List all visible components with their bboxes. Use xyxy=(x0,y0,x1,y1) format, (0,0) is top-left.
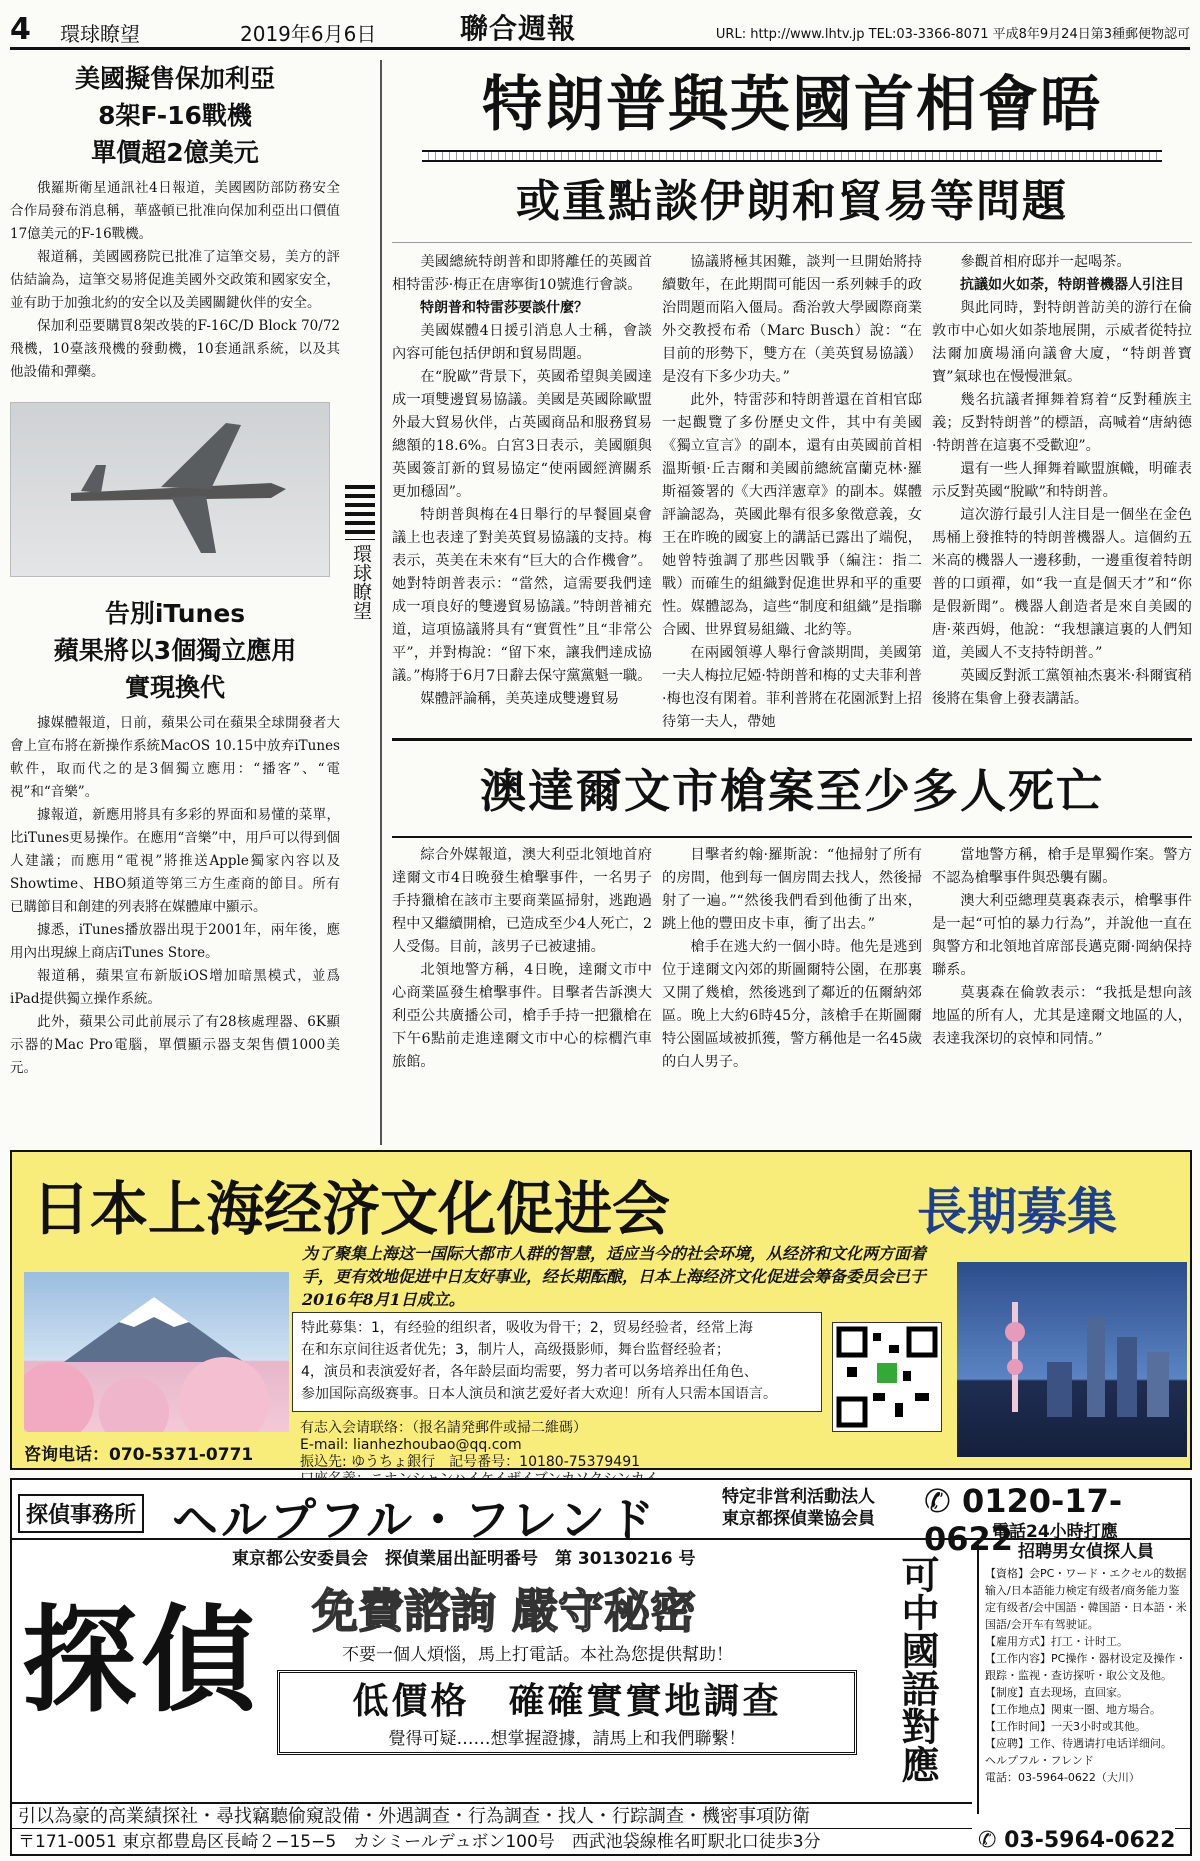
story-itunes xyxy=(10,595,340,1080)
headline-trump-may: 特朗普與英國首相會晤 xyxy=(482,70,1102,140)
section-vertical-label xyxy=(345,485,375,650)
page-number: 4 xyxy=(10,12,31,47)
recruit-box xyxy=(292,1312,822,1412)
subhead: 抗議如火如荼，特朗普機器人引注目 xyxy=(960,277,1184,293)
paragraph: 莫裏森在倫敦表示：“我抵是想向該地區的所有人，尤其是達爾文地區的人，表達我深切的哀悼和同情。” xyxy=(932,985,1192,1047)
headline-line: 告別iTunes xyxy=(104,599,246,628)
paragraph: 媒體評論稱，美英達成雙邊貿易 xyxy=(420,691,620,707)
paragraph: 據悉，iTunes播放器出現于2001年，兩年後，應用內出現線上商店iTunes Store。 xyxy=(10,922,340,961)
headline-line: 單價超2億美元 xyxy=(91,138,259,167)
job-line: 【雇用方式】打工・计时工。 xyxy=(985,1635,1128,1648)
job-listing xyxy=(977,1544,1187,1814)
paragraph: 當地警方稱，槍手是單獨作案。警方不認為槍擊事件與恐襲有關。 xyxy=(932,847,1192,886)
job-line: 【工作地点】関東一圏、地方場合。 xyxy=(985,1703,1161,1716)
paragraph: 還有一些人揮舞着歐盟旗幟，明確表示反對英國“脫歐”和特朗普。 xyxy=(932,461,1192,500)
text-column xyxy=(392,844,652,1093)
paragraph: 槍手在逃大約一個小時。他先是逃到位于達爾文內郊的斯圖爾特公園，在那裏又開了幾槍，然後逃到了鄰近的伍爾納郊區。晚上大約6時45分，該槍手在斯圖爾特公園區域被抓獲，警方稱他是一名45歲的白人男子。 xyxy=(662,939,922,1070)
headline-darwin-shooting: 澳達爾文市槍案至少多人死亡 xyxy=(392,738,1192,838)
section-name: 環球瞭望 xyxy=(60,22,140,46)
story-columns-darwin xyxy=(392,838,1192,1093)
job-line: ヘルプフル・フレンド xyxy=(985,1754,1094,1767)
story-f16 xyxy=(10,60,340,577)
paragraph: 報道稱，蘋果宣布新版iOS增加暗黑模式，並爲iPad提供獨立操作系統。 xyxy=(10,968,340,1007)
ad-tag: 長期募集 xyxy=(917,1183,1117,1241)
story-body-f16 xyxy=(10,177,340,384)
price-title: 低價格 確確實實地調查 xyxy=(352,1681,782,1722)
headline-f16 xyxy=(10,60,340,171)
paragraph: 美國總統特朗普和即將離任的英國首相特雷莎·梅正在唐寧街10號進行會談。 xyxy=(392,254,652,293)
job-line: 【工作时间】一天3小时或其他。 xyxy=(985,1720,1146,1733)
phone-hours: 電話24小時打應 xyxy=(992,1522,1118,1542)
agency-name: ヘルプフル・フレンド xyxy=(172,1493,658,1547)
contact-email[interactable]: E-mail: lianhezhoubao@qq.com xyxy=(300,1437,522,1453)
agency-tel[interactable] xyxy=(972,1828,1175,1854)
issue-date: 2019年6月6日 xyxy=(240,22,377,46)
paragraph: 參觀首相府邸并一起喝茶。 xyxy=(960,254,1131,270)
phone-icon: ✆ xyxy=(924,1482,962,1520)
price-box xyxy=(277,1670,857,1755)
recruit-line: 参加国际高级赛事。日本人演员和演艺爱好者大欢迎！所有人只需本国语言。 xyxy=(301,1386,777,1402)
paragraph: 協議將極其困難，談判一旦開始將持續數年，在此期間可能因一系列棘手的政治問題而陷入僵局。喬治敦大學國際商業外交教授布希（Marc Busch）說：“在目前的形勢下，雙方在（美英貿易協議）是沒有下多少功夫。” xyxy=(662,254,922,385)
paragraph: 美國媒體4日援引消息人士稱，會談內容可能包括伊朗和貿易問題。 xyxy=(392,323,652,362)
contact-line: 有志入会请联络：（报名請発郵件或掃二維碼） xyxy=(300,1420,587,1436)
license-line: 東京都公安委員会 探偵業届出証明番号 第 30130216 号 xyxy=(232,1549,696,1569)
paragraph: 此外，特雷莎和特朗普還在首相官邸一起觀覽了多份歷史文件，其中有美國《獨立宣言》的副本，還有由英國前首相溫斯頓·丘吉爾和美國前總統富蘭克林·羅斯福簽署的《大西洋憲章》的副本。媒體評論認為，英國此舉有很多象徵意義，女王在昨晚的國宴上的講話已露出了端倪，她曾特強調了那些因戰爭（編注：指二戰）而確生的組織對促進世界和平的重要性。媒體認為，這些“制度和組織”是指聯合國、世界貿易組織、北約等。 xyxy=(662,392,922,638)
big-title: 探偵 xyxy=(22,1594,261,1728)
job-line: 【制度】直去现场，直回家。 xyxy=(985,1686,1128,1699)
job-title: 招聘男女偵探人員 xyxy=(1018,1542,1154,1562)
agency-org xyxy=(722,1486,875,1530)
headline-line: 蘋果將以3個獨立應用 xyxy=(53,636,297,665)
paragraph: 此外，蘋果公司此前展示了有28核處理器、6K顯示器的Mac Pro電腦，單價顯示器支架售價1000美元。 xyxy=(10,1014,340,1076)
paragraph: 據報道，新應用將具有多彩的界面和易懂的菜單，比iTunes更易操作。在應用“音樂”中，用戶可以得到個人建議；而應用“電視”將推送Apple獨家內容以及Showtime、HBO頻道等第三方生產商的節目。所有已購節目和創建的列表將在媒體庫中顯示。 xyxy=(10,807,340,915)
paragraph: 據媒體報道，日前，蘋果公司在蘋果全球開發者大會上宣布將在新操作系統MacOS 10.15中放弃iTunes軟件，取而代之的是3個獨立應用：“播客”、“電視”和“音樂”。 xyxy=(10,715,340,800)
paragraph: 幾名抗議者揮舞着寫着“反對種族主義；反對特朗普”的標語，高喊着“唐納德·特朗普在這裏不受歡迎”。 xyxy=(932,392,1192,454)
paragraph: 保加利亞要購買8架改裝的F-16C/D Block 70/72飛機，10臺該飛機的發動機，10套通訊系統，以及其他設備和彈藥。 xyxy=(10,318,340,380)
shanghai-association-ad xyxy=(10,1150,1192,1470)
text-column xyxy=(932,844,1192,1093)
phone-icon: ✆ xyxy=(978,1828,1005,1853)
paragraph: 報道稱，美國國務院已批准了這筆交易，美方的評估結論為，這筆交易將促進美國外交政策和國家安全，並有助于加強北約的安全以及美國關鍵伙伴的安全。 xyxy=(10,249,340,311)
paragraph: 特朗普與梅在4日舉行的早餐圓桌會議上也表達了對美英貿易協議的支持。梅表示，英美在未來有“巨大的合作機會”。她對特朗普表示：“當然，這需要我們達成一項良好的雙邊貿易協議。”特朗普補充道，這項協議將具有“實質性”且“非常公平”，并對梅說：“留下來，讓我們達成協議。”梅將于6月7日辭去保守黨黨魁一職。 xyxy=(392,507,652,684)
page-header xyxy=(10,8,1190,50)
ad-phone[interactable]: 咨询电话：070-5371-0771 xyxy=(24,1445,254,1465)
mount-fuji-photo xyxy=(24,1272,289,1432)
shanghai-skyline-photo xyxy=(957,1262,1187,1457)
phone-number: 0120-17-0622 xyxy=(924,1482,1123,1558)
tel-number: 03-5964-0622 xyxy=(1004,1828,1176,1853)
story-columns-trump-may xyxy=(392,242,1192,732)
headline-line: 美國擬售保加利亞 xyxy=(74,64,275,93)
org-line: 東京都探偵業協会員 xyxy=(722,1509,875,1529)
services-slogan: 引以為豪的高業績探社・尋找竊聽偷窺設備・外遇調查・行為調查・找人・行踪調查・機密事項防衛 xyxy=(12,1802,972,1830)
text-column xyxy=(932,251,1192,732)
headline-line: 8架F-16戰機 xyxy=(98,101,252,130)
recruit-line: 在和东京间往返者优先；3，制片人，高级摄影师，舞台监督经验者； xyxy=(301,1342,730,1358)
main-stories xyxy=(392,60,1192,1093)
help-note: 不要一個人煩惱，馬上打電話。本社為您提供幫助！ xyxy=(342,1645,733,1665)
chinese-support: 可中國語對應 xyxy=(895,1555,939,1783)
vertical-label-text: 環球瞭望 xyxy=(350,544,372,620)
subheadline-trump-may: 或重點談伊朗和貿易等問題 xyxy=(516,176,1068,227)
text-column xyxy=(662,844,922,1093)
story-body-itunes xyxy=(10,712,340,1080)
paragraph: 英國反對派工黨領袖杰裏米·科爾賓稍後將在集會上發表講話。 xyxy=(932,668,1192,707)
detective-agency-ad xyxy=(10,1478,1192,1856)
ad-title: 日本上海经济文化促进会 xyxy=(32,1175,671,1243)
paragraph: 在“脫歐”背景下，英國希望與美國達成一項雙邊貿易協議。美國是英國除歐盟外最大貿易伙伴，占英國商品和服務貿易總額的18.6%。白宮3日表示，美國願與英國簽訂新的貿易協定“使兩國經濟關系更加穩固”。 xyxy=(392,369,652,500)
recruit-line: 4，演员和表演爱好者，各年龄层面均需要，努力者可以务培养出任角色、 xyxy=(301,1364,758,1380)
headline-itunes xyxy=(10,595,340,706)
paragraph: 與此同時，對特朗普訪美的游行在倫敦市中心如火如荼地展開，示威者從特拉法爾加廣場涌向議會大廈，“特朗普寶寶”氣球也在慢慢泄氣。 xyxy=(932,300,1192,385)
free-consult: 免費諮詢 嚴守秘密 xyxy=(312,1584,697,1638)
org-line: 特定非営利活動法人 xyxy=(722,1487,875,1507)
paragraph: 北領地警方稱，4日晚，達爾文市中心商業區發生槍擊事件。目擊者告訴澳大利亞公共廣播公司，槍手手持一把獵槍在下午6點前走進達爾文市中心的棕櫚汽車旅館。 xyxy=(392,962,652,1070)
subhead: 特朗普和特雷莎要談什麼？ xyxy=(420,300,588,316)
job-line: 【应聘】工作、待遇请打电话详细问。 xyxy=(985,1737,1172,1750)
decorative-bars xyxy=(345,485,375,540)
job-line: 電話：03-5964-0622（大川） xyxy=(985,1771,1140,1784)
paragraph: 這次游行最引人注目是一個坐在金色馬桶上發推特的特朗普機器人。這個約五米高的機器人一邊移動，一邊重復着特朗普的口頭禪，如“我一直是個天才”和“你是假新聞”。機器人創造者是來自美國的唐·萊西姆，他說：“我想讓這裏的人們知道，美國人不支持特朗普。” xyxy=(932,507,1192,661)
job-line: 【資格】会PC・ワード・エクセル的数据输入/日本語能力検定有级者/商务能力鉴定有级者/会中国語・韓国語・日本語・米国語/会开车有驾驶证。 xyxy=(985,1567,1187,1631)
text-column xyxy=(392,251,652,732)
headline-line: 實現換代 xyxy=(124,673,225,702)
paragraph: 在兩國領導人舉行會談期間，美國第一夫人梅拉尼婭·特朗普和梅的丈夫菲利普·梅也沒有閑着。菲利普將在花園派對上招待第一夫人，帶她 xyxy=(662,645,922,730)
left-column xyxy=(10,60,340,1145)
contact-line: 振込先: ゆうちょ銀行 記号番号：10180-75379491 xyxy=(300,1454,641,1470)
paragraph: 澳大利亞總理莫裏森表示，槍擊事件是一起“可怕的暴力行為”，并說他一直在與警方和北領地首席部長邁克爾·岡納保持聯系。 xyxy=(932,893,1192,978)
job-line: 【工作内容】PC操作・器材设定及操作・跟踪・监视・查访探听・取公文及他。 xyxy=(985,1652,1187,1682)
price-note: 覺得可疑……想掌握證據，請馬上和我們聯繫！ xyxy=(388,1729,746,1749)
masthead: 聯合週報 xyxy=(460,12,577,45)
headline-rule xyxy=(422,150,1162,162)
paragraph: 綜合外媒報道，澳大利亞北領地首府達爾文市4日晚發生槍擊事件，一名男子手持獵槍在該市主要商業區掃射，逃跑過程中又繼續開槍，已造成至少4人死亡，2人受傷。目前，該男子已被逮捕。 xyxy=(392,847,652,955)
agency-label: 探偵事務所 xyxy=(18,1494,144,1533)
ad-intro: 为了聚集上海这一国际大都市人群的智慧，适应当今的社会环境，从经济和文化两方面着手，更有效地促进中日友好事业，经长期酝酿，日本上海经济文化促进会筹备委员会已于2016年8月1日成立。 xyxy=(302,1244,927,1309)
paragraph: 目擊者約翰·羅斯說：“他掃射了所有的房間，他到每一個房間去找人，然後掃射了一遍。”“然後我們看到他衝了出來，跳上他的豐田皮卡車，衝了出去。” xyxy=(662,847,922,932)
qr-code-icon[interactable] xyxy=(832,1322,942,1432)
agency-address: 〒171-0051 東京都豊島区長崎２−15−5 カシミールデュボン100号 西武池袋線椎名町駅北口徒歩3分 xyxy=(12,1828,1190,1855)
header-meta: URL: http://www.lhtv.jp TEL:03-3366-8071 平成8年9月24日第3種郵便物認可 xyxy=(715,27,1190,42)
fighter-jet-photo xyxy=(10,402,330,577)
text-column xyxy=(662,251,922,732)
recruit-line: 特此募集：1，有经验的组织者，吸收为骨干；2，贸易经验者，经常上海 xyxy=(301,1320,753,1336)
column-divider xyxy=(380,60,382,1145)
paragraph: 俄羅斯衛星通訊社4日報道，美國國防部防務安全合作局發布消息稱，華盛頓已批准向保加利亞出口價值17億美元的F-16戰機。 xyxy=(10,180,340,242)
